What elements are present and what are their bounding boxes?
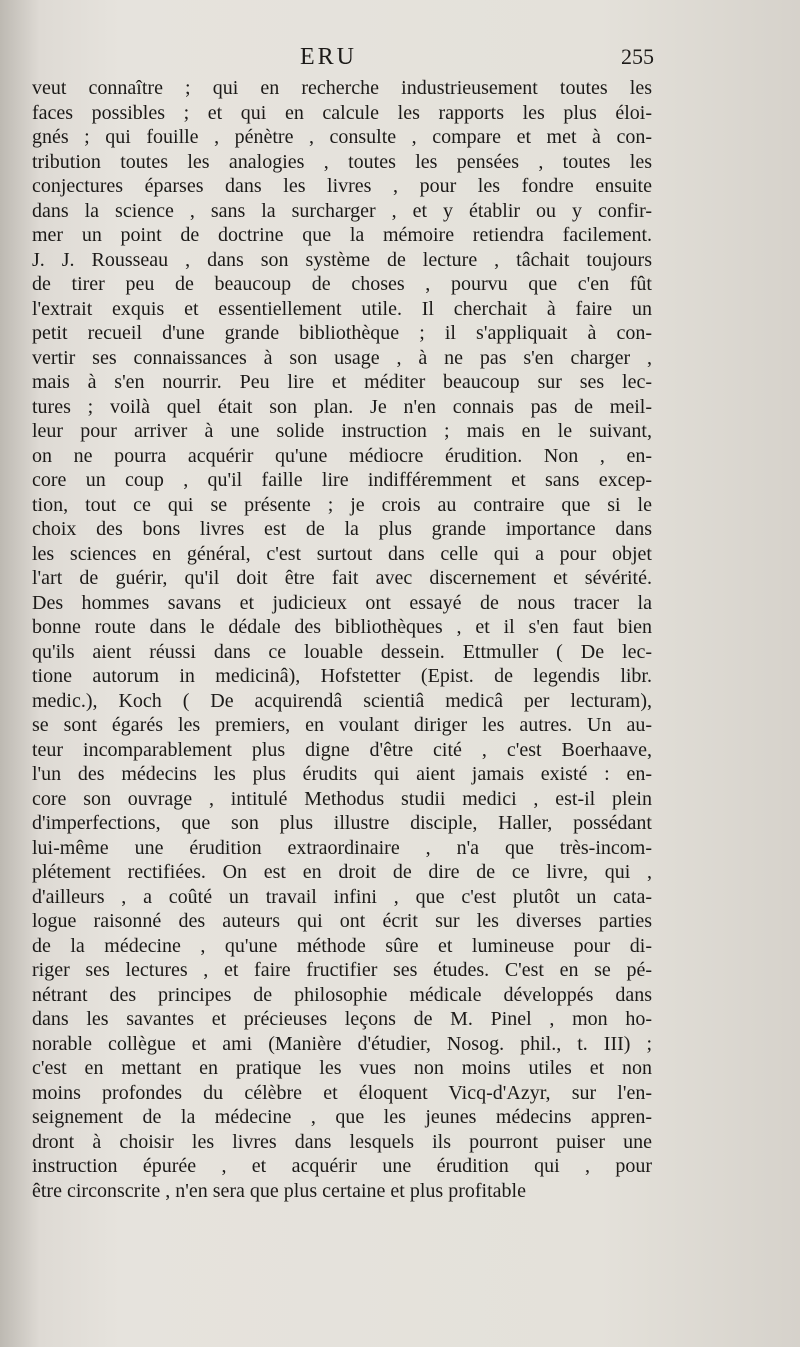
text-line: dans la science , sans la surcharger , et y établir ou y confir- [32, 199, 652, 222]
text-line: leur pour arriver à une solide instruction ; mais en le suivant, [32, 420, 652, 442]
text-line: choix des bons livres est de la plus grande importance dans [32, 518, 652, 540]
text-line: l'extrait exquis et essentiellement utile. Il cherchait à faire un [32, 297, 652, 320]
text-line: qu'ils aient réussi dans ce louable dessein. Ettmuller ( De lec- [32, 640, 652, 663]
text-line: les sciences en général, c'est surtout dans celle qui a pour objet [32, 542, 652, 565]
text-line: moins profondes du célèbre et éloquent Vicq-d'Azyr, sur l'en- [32, 1081, 652, 1104]
text-line: d'imperfections, que son plus illustre disciple, Haller, possédant [32, 812, 652, 834]
text-line: Des hommes savans et judicieux ont essayé de nous tracer la [32, 591, 652, 614]
text-line: l'art de guérir, qu'il doit être fait avec discernement et sévérité. [32, 567, 652, 589]
text-line: mais à s'en nourrir. Peu lire et méditer beaucoup sur ses lec- [32, 371, 652, 393]
text-line: tribution toutes les analogies , toutes les pensées , toutes les [32, 150, 652, 173]
text-line: faces possibles ; et qui en calcule les rapports les plus éloi- [32, 101, 652, 124]
text-line: tures ; voilà quel était son plan. Je n'en connais pas de meil- [32, 395, 652, 418]
page-number: 255 [621, 44, 654, 69]
text-line: mer un point de doctrine que la mémoire retiendra facilement. [32, 224, 652, 246]
text-line: nétrant des principes de philosophie médicale développés dans [32, 983, 652, 1006]
text-line: lui-même une érudition extraordinaire , n'a que très-incom- [32, 836, 652, 859]
text-line: teur incomparablement plus digne d'être cité , c'est Boerhaave, [32, 738, 652, 761]
text-line: d'ailleurs , a coûté un travail infini , que c'est plutôt un cata- [32, 885, 652, 908]
text-line: tion, tout ce qui se présente ; je crois au contraire que si le [32, 493, 652, 516]
text-line: dront à choisir les livres dans lesquels ils pourront puiser une [32, 1130, 652, 1153]
text-line: medic.), Koch ( De acquirendâ scientiâ medicâ per lecturam), [32, 689, 652, 712]
text-line: de tirer peu de beaucoup de choses , pourvu que c'en fût [32, 273, 652, 295]
text-line: plétement rectifiées. On est en droit de dire de ce livre, qui , [32, 861, 652, 883]
text-line: vertir ses connaissances à son usage , à ne pas s'en charger , [32, 346, 652, 369]
text-line: on ne pourra acquérir qu'une médiocre érudition. Non , en- [32, 444, 652, 467]
text-line: seignement de la médecine , que les jeunes médecins appren- [32, 1106, 652, 1128]
page-header [0, 38, 800, 78]
text-line: core un coup , qu'il faille lire indifféremment et sans excep- [32, 469, 652, 491]
text-line: veut connaître ; qui en recherche industrieusement toutes les [32, 77, 652, 99]
text-line: gnés ; qui fouille , pénètre , consulte , compare et met à con- [32, 126, 652, 148]
text-line: tione autorum in medicinâ), Hofstetter (Epist. de legendis libr. [32, 665, 652, 687]
text-line: norable collègue et ami (Manière d'étudier, Nosog. phil., t. III) ; [32, 1032, 652, 1055]
text-line: core son ouvrage , intitulé Methodus studii medici , est-il plein [32, 787, 652, 810]
text-line: J. J. Rousseau , dans son système de lecture , tâchait toujours [32, 248, 652, 271]
text-line: c'est en mettant en pratique les vues non moins utiles et non [32, 1057, 652, 1079]
text-line: instruction épurée , et acquérir une érudition qui , pour [32, 1155, 652, 1177]
text-line: être circonscrite , n'en sera que plus certaine et plus profitable [32, 1179, 526, 1202]
text-line: de la médecine , qu'une méthode sûre et lumineuse pour di- [32, 934, 652, 957]
text-line: bonne route dans le dédale des bibliothèques , et il s'en faut bien [32, 616, 652, 638]
running-head: ERU [300, 44, 357, 70]
body-text [32, 76, 652, 1203]
text-line: l'un des médecins les plus érudits qui aient jamais existé : en- [32, 763, 652, 785]
text-line: conjectures éparses dans les livres , pour les fondre ensuite [32, 175, 652, 197]
text-line: riger ses lectures , et faire fructifier ses études. C'est en se pé- [32, 959, 652, 981]
text-line: dans les savantes et précieuses leçons de M. Pinel , mon ho- [32, 1008, 652, 1030]
text-line: se sont égarés les premiers, en voulant diriger les autres. Un au- [32, 714, 652, 736]
text-line: petit recueil d'une grande bibliothèque ; il s'appliquait à con- [32, 322, 652, 344]
text-line: logue raisonné des auteurs qui ont écrit sur les diverses parties [32, 910, 652, 932]
